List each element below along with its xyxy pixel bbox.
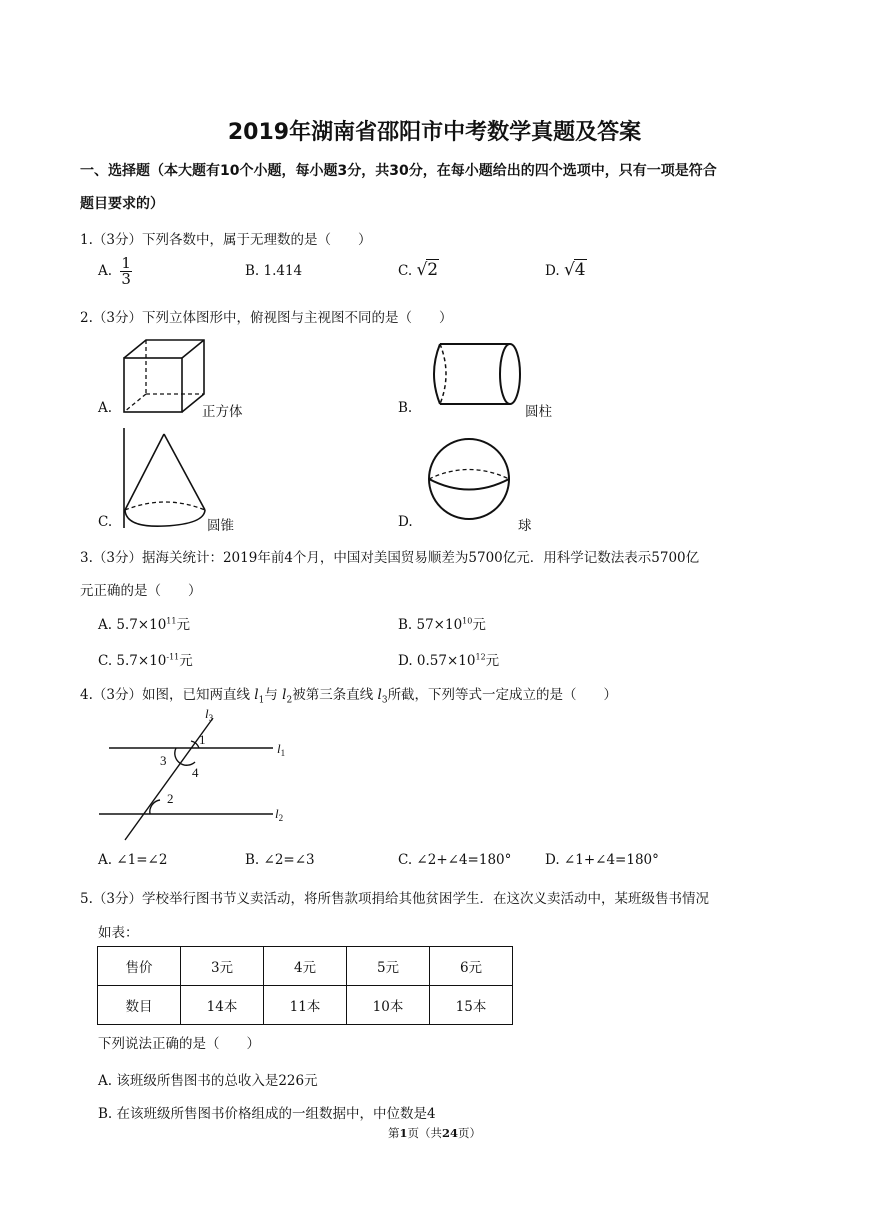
q3-option-d: D. $0.57\times 10^{12}$元 — [398, 652, 500, 669]
angle-2-label: 2 — [167, 791, 174, 806]
page-footer: 第1页（共24页） — [387, 1126, 482, 1140]
parallel-lines-figure — [95, 706, 295, 846]
section-heading: 一、选择题（本大题有10个小题，每小题3分，共30分，在每小题给出的四个选项中，只有一项是符合 — [80, 163, 717, 179]
table-cell: 5元 — [347, 947, 430, 986]
q2-option-b-label: B. — [398, 400, 413, 416]
cylinder-figure — [430, 338, 525, 413]
question-3-stem-cont: 元正确的是（ ） — [80, 583, 202, 599]
table-row — [98, 986, 513, 1025]
label-l1: $l_1$ — [277, 741, 286, 758]
q3-option-b: B. $57\times 10^{10}$元 — [398, 616, 486, 633]
q3-option-a: A. $5.7\times 10^{11}$元 — [98, 616, 190, 633]
table-cell: 4元 — [264, 947, 347, 986]
question-5-prompt: 下列说法正确的是（ ） — [98, 1036, 260, 1052]
q1-option-c: C. √2 — [398, 260, 439, 280]
question-5-stem-cont: 如表： — [98, 925, 139, 941]
table-cell: 15本 — [430, 986, 513, 1025]
cone-figure — [118, 428, 213, 532]
q2-option-d-name: 球 — [518, 518, 532, 534]
q2-option-a-name: 正方体 — [202, 404, 243, 420]
table-row — [98, 947, 513, 986]
angle-3-label: 3 — [160, 753, 167, 768]
q4-option-b: B. ∠2=∠3 — [245, 852, 315, 868]
q1-option-b: B. 1.414 — [245, 263, 303, 279]
q4-option-d: D. ∠1+∠4=180° — [545, 852, 659, 868]
question-4-stem: 4.（3分）如图，已知两直线 $l_1$与 $l_2$被第三条直线 $l_3$所截，下列等式一定成立的是（ ） — [80, 687, 618, 706]
sales-table — [97, 946, 513, 1025]
q3-option-c: C. $5.7\times 10^{-11}$元 — [98, 652, 193, 669]
table-cell: 数目 — [98, 986, 181, 1025]
q5-option-b: B. 在该班级所售图书价格组成的一组数据中，中位数是4 — [98, 1106, 436, 1122]
question-5-stem: 5.（3分）学校举行图书节义卖活动，将所售款项捐给其他贫困学生．在这次义卖活动中，某班级售书情况 — [80, 891, 709, 907]
q4-option-a: A. ∠1=∠2 — [98, 852, 168, 868]
sphere-figure — [425, 434, 515, 524]
question-1-stem: 1.（3分）下列各数中，属于无理数的是（ ） — [80, 232, 372, 248]
q2-option-b-name: 圆柱 — [525, 404, 552, 420]
angle-4-label: 4 — [192, 765, 199, 780]
table-cell: 14本 — [181, 986, 264, 1025]
question-2-stem: 2.（3分）下列立体图形中，俯视图与主视图不同的是（ ） — [80, 310, 453, 326]
table-cell: 3元 — [181, 947, 264, 986]
q2-option-c-name: 圆锥 — [207, 518, 234, 534]
question-3-stem: 3.（3分）据海关统计：2019年前4个月，中国对美国贸易顺差为5700亿元．用科学记数法表示5700亿 — [80, 550, 700, 566]
table-cell: 6元 — [430, 947, 513, 986]
q1-option-a: A. $\frac{1}{3}$ — [98, 254, 131, 288]
q5-option-a: A. 该班级所售图书的总收入是226元 — [98, 1073, 318, 1089]
q4-option-c: C. ∠2+∠4=180° — [398, 852, 512, 868]
table-cell: 10本 — [347, 986, 430, 1025]
fraction: $\frac{1}{3}$ — [121, 254, 131, 288]
section-heading-cont: 题目要求的） — [80, 196, 164, 212]
label-l3: $l_3$ — [205, 706, 214, 723]
q1-option-d: D. √4 — [545, 260, 586, 280]
cube-figure — [118, 336, 208, 416]
table-cell: 售价 — [98, 947, 181, 986]
table-cell: 11本 — [264, 986, 347, 1025]
q2-option-a-label: A. — [98, 400, 113, 416]
page-title: 2019年湖南省邵阳市中考数学真题及答案 — [227, 120, 642, 145]
label-l2: $l_2$ — [275, 806, 284, 823]
angle-1-label: 1 — [199, 732, 206, 747]
q2-option-c-label: C. — [98, 514, 113, 530]
q2-option-d-label: D. — [398, 514, 413, 530]
